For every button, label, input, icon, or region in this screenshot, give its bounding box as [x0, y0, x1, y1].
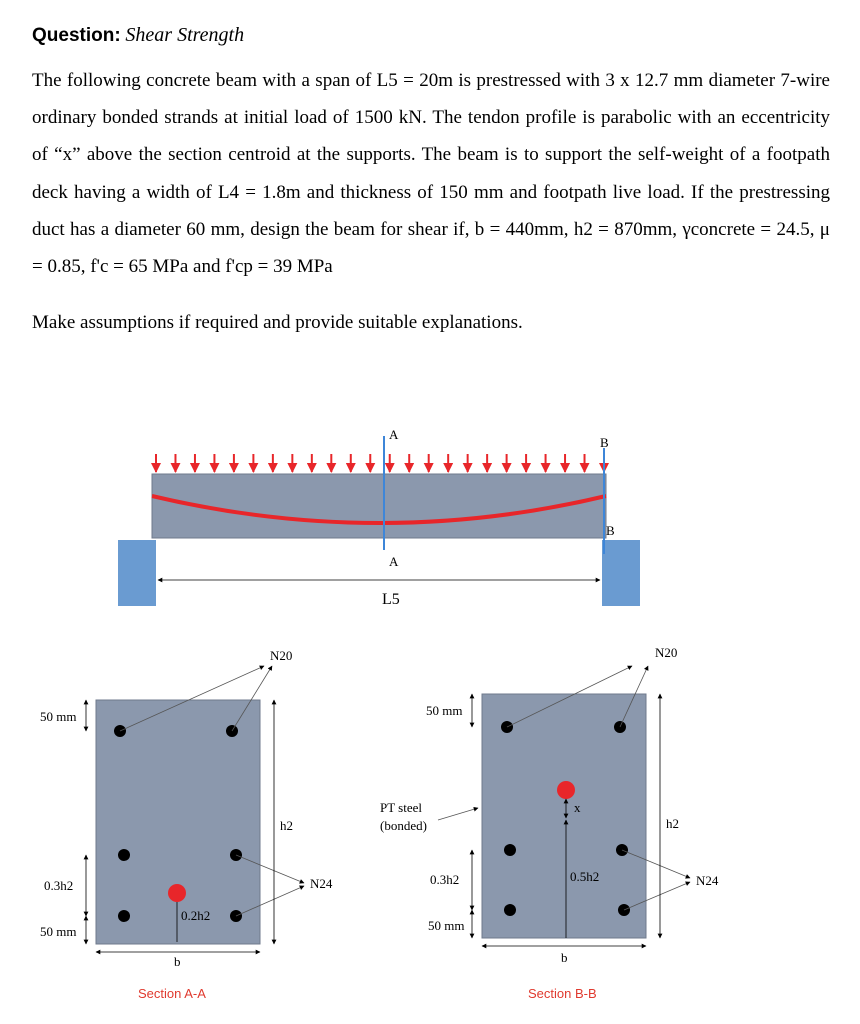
beam-body	[152, 474, 606, 538]
section-b-top-label: B	[600, 435, 609, 450]
pt-bonded-label: (bonded)	[380, 818, 427, 833]
section-b-bottom-label: B	[606, 523, 615, 538]
pt-leader	[438, 808, 478, 820]
n24-label: N24	[696, 873, 719, 888]
tendon-height-label: 0.2h2	[181, 908, 211, 923]
question-label: Question:	[32, 25, 121, 46]
tendon-duct	[557, 781, 575, 799]
top-cover-label: 50 mm	[40, 709, 77, 724]
offset-label: 0.3h2	[44, 878, 74, 893]
right-support	[602, 540, 640, 606]
section-a-bottom-label: A	[389, 554, 399, 569]
section-a-top-label: A	[389, 427, 399, 442]
section-bb	[380, 645, 719, 1001]
rebar-bot-left	[118, 910, 130, 922]
rebar-bot-left	[504, 904, 516, 916]
distributed-load-arrows	[156, 454, 604, 472]
width-label: b	[561, 950, 568, 965]
question-paragraph: The following concrete beam with a span of L5 = 20m is prestressed with 3 x 12.7 mm diameter 7-wire ordinary bonded strands at initial load of 1500 kN. The tendon profile is parabolic with an eccentricity of “x” above the section centroid at the supports. The beam is to support the self-weight of a footpath deck having a width of L4 = 1.8m and thickness of 150 mm and footpath live load. If the prestressing duct has a diameter 60 mm, design the beam for shear if, b = 440mm, h2 = 870mm, γconcrete = 24.5, μ = 0.85, f'c = 65 MPa and f'cp = 39 MPa	[32, 70, 830, 278]
n24-label: N24	[310, 876, 333, 891]
question-title: Shear Strength	[125, 24, 245, 46]
bottom-cover-label: 50 mm	[428, 918, 465, 933]
section-bb-caption: Section B-B	[528, 986, 597, 1001]
bottom-cover-label: 50 mm	[40, 924, 77, 939]
rebar-mid-left	[118, 849, 130, 861]
half-height-label: 0.5h2	[570, 869, 600, 884]
left-support	[118, 540, 156, 606]
eccentricity-label: x	[574, 800, 581, 815]
n20-label: N20	[270, 648, 293, 663]
rebar-mid-left	[504, 844, 516, 856]
height-label: h2	[280, 818, 293, 833]
offset-label: 0.3h2	[430, 872, 460, 887]
tendon-duct	[168, 884, 186, 902]
assumption-note: Make assumptions if required and provide suitable explanations.	[32, 312, 523, 333]
span-label: L5	[382, 591, 400, 608]
pt-steel-label: PT steel	[380, 800, 423, 815]
top-cover-label: 50 mm	[426, 703, 463, 718]
section-aa-caption: Section A-A	[138, 986, 206, 1001]
n20-label: N20	[655, 645, 678, 660]
width-label: b	[174, 954, 181, 969]
beam-elevation	[118, 427, 640, 608]
section-aa	[40, 648, 333, 1001]
height-label: h2	[666, 816, 679, 831]
